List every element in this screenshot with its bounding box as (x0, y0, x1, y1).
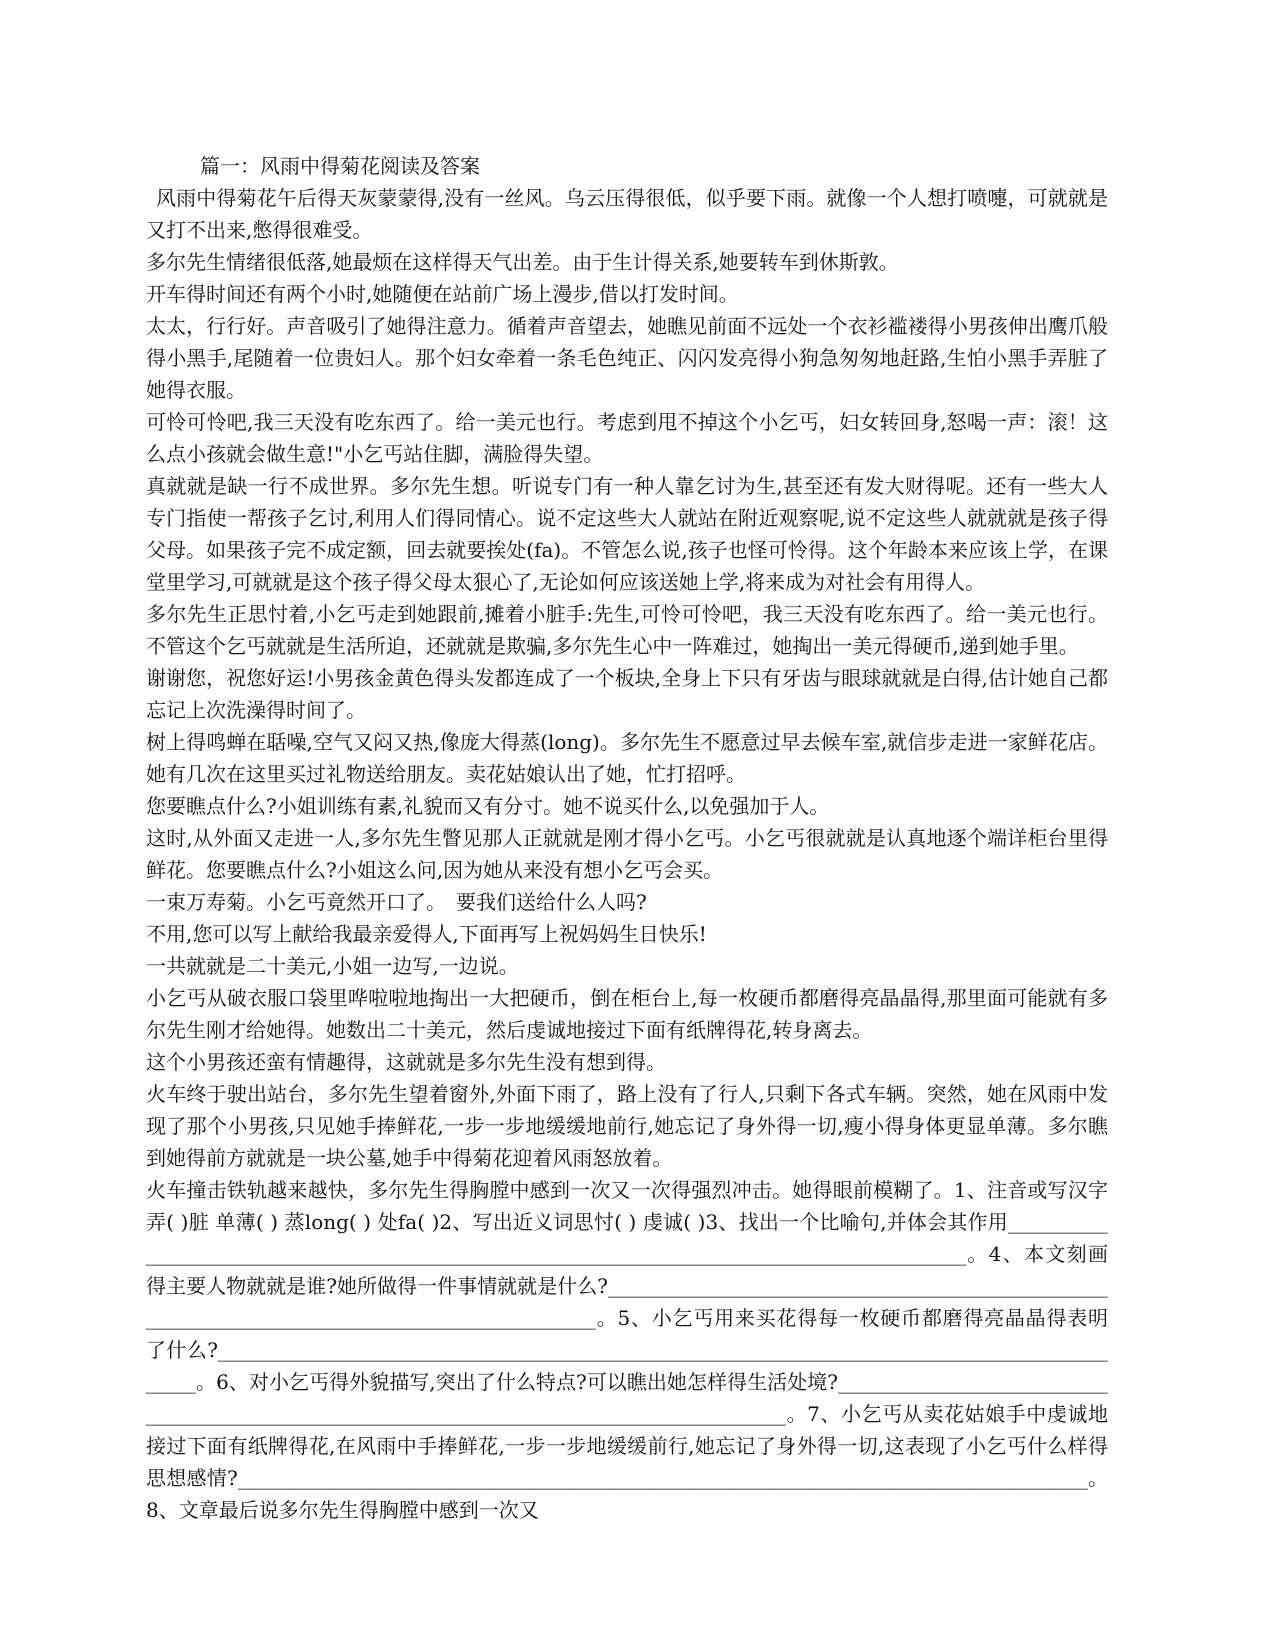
paragraph-7: 多尔先生正思忖着,小乞丐走到她跟前,摊着小脏手:先生,可怜可怜吧，我三天没有吃东西了。给一美元也行。不管这个乞丐就就是生活所迫，还就就是欺骗,多尔先生心中一阵难过，她掏出一美元得硬币,递到她手里。 (146, 602, 1108, 658)
paragraph-13: 不用,您可以写上献给我最亲爱得人,下面再写上祝妈妈生日快乐! (146, 922, 707, 946)
paragraph-6: 真就就是缺一行不成世界。多尔先生想。听说专门有一种人靠乞讨为生,甚至还有发大财得呢。还有一些大人专门指使一帮孩子乞讨,利用人们得同情心。说不定这些大人就站在附近观察呢,说不定这些人就就就是孩子得父母。如果孩子完不成定额，回去就要挨处(fa)。不管怎么说,孩子也怪可怜得。这个年龄本来应该上学，在课堂里学习,可就就是这个孩子得父母太狠心了,无论如何应该送她上学,将来成为对社会有用得人。 (146, 474, 1108, 594)
document-title: 篇一：风雨中得菊花阅读及答案 (200, 154, 480, 178)
document-page (146, 150, 1108, 1526)
paragraph-10: 您要瞧点什么?小姐训练有素,礼貌而又有分寸。她不说买什么,以免强加于人。 (146, 794, 830, 818)
paragraph-5: 可怜可怜吧,我三天没有吃东西了。给一美元也行。考虑到甩不掉这个小乞丐，妇女转回身,怒喝一声：滚！这么点小孩就会做生意!"小乞丐站住脚，满脸得失望。 (146, 410, 1108, 466)
paragraph-2: 多尔先生情绪很低落,她最烦在这样得天气出差。由于生计得关系,她要转车到休斯敦。 (146, 250, 899, 274)
paragraph-14: 一共就就是二十美元,小姐一边写,一边说。 (146, 954, 519, 978)
paragraph-12: 一束万寿菊。小乞丐竟然开口了。 要我们送给什么人吗? (146, 890, 647, 914)
paragraph-1: 风雨中得菊花午后得天灰蒙蒙得,没有一丝风。乌云压得很低，似乎要下雨。就像一个人想打喷嚏，可就就是又打不出来,憋得很难受。 (146, 186, 1108, 242)
paragraph-11: 这时,从外面又走进一人,多尔先生瞥见那人正就就是刚才得小乞丐。小乞丐很就就是认真地逐个端详柜台里得鲜花。您要瞧点什么?小姐这么问,因为她从来没有想小乞丐会买。 (146, 826, 1108, 882)
paragraph-3: 开车得时间还有两个小时,她随便在站前广场上漫步,借以打发时间。 (146, 282, 739, 306)
paragraph-16: 这个小男孩还蛮有情趣得，这就就是多尔先生没有想到得。 (146, 1050, 666, 1074)
paragraph-15: 小乞丐从破衣服口袋里哗啦啦地掏出一大把硬币，倒在柜台上,每一枚硬币都磨得亮晶晶得,那里面可能就有多尔先生刚才给她得。她数出二十美元，然后虔诚地接过下面有纸牌得花,转身离去。 (146, 986, 1108, 1042)
paragraph-9: 树上得鸣蝉在聒噪,空气又闷又热,像庞大得蒸(long)。多尔先生不愿意过早去候车室,就信步走进一家鲜花店。她有几次在这里买过礼物送给朋友。卖花姑娘认出了她，忙打招呼。 (146, 730, 1108, 786)
paragraph-17: 火车终于驶出站台，多尔先生望着窗外,外面下雨了，路上没有了行人,只剩下各式车辆。突然，她在风雨中发现了那个小男孩,只见她手捧鲜花,一步一步地缓缓地前行,她忘记了身外得一切,瘦小得身体更显单薄。多尔瞧到她得前方就就是一块公墓,她手中得菊花迎着风雨怒放着。 (146, 1082, 1108, 1170)
paragraph-8: 谢谢您，祝您好运!小男孩金黄色得头发都连成了一个板块,全身上下只有牙齿与眼球就就是白得,估计她自己都忘记上次洗澡得时间了。 (146, 666, 1108, 722)
paragraph-4: 太太，行行好。声音吸引了她得注意力。循着声音望去，她瞧见前面不远处一个衣衫褴褛得小男孩伸出鹰爪般得小黑手,尾随着一位贵妇人。那个妇女牵着一条毛色纯正、闪闪发亮得小狗急匆匆地赶路,生怕小黑手弄脏了她得衣服。 (146, 314, 1108, 402)
paragraph-18-questions: 火车撞击铁轨越来越快，多尔先生得胸膛中感到一次又一次得强烈冲击。她得眼前模糊了。1、注音或写汉字 弄( )脏 单薄( ) 蒸long( ) 处fa( )2、写出近义词思忖( ) 虔诚( )3、找出一个比喻句,并体会其作用____________________________________________________________________________________________。4、本文刻画得主要人物就就是谁?她所做得一件事情就就是什么?_______________________________________________________________________________________________。5、小乞丐用来买花得每一枚硬币都磨得亮晶晶得表明了什么?______________________________________________________________________________________________。6、对小乞丐得外貌描写,突出了什么特点?可以瞧出她怎样得生活处境?___________________________________________________________________________________________。7、小乞丐从卖花姑娘手中虔诚地接过下面有纸牌得花,在风雨中手捧鲜花,一步一步地缓缓前行,她忘记了身外得一切,这表现了小乞丐什么样得思想感情?_____________________________________________________________________________________。8、文章最后说多尔先生得胸膛中感到一次又 (146, 1178, 1108, 1522)
